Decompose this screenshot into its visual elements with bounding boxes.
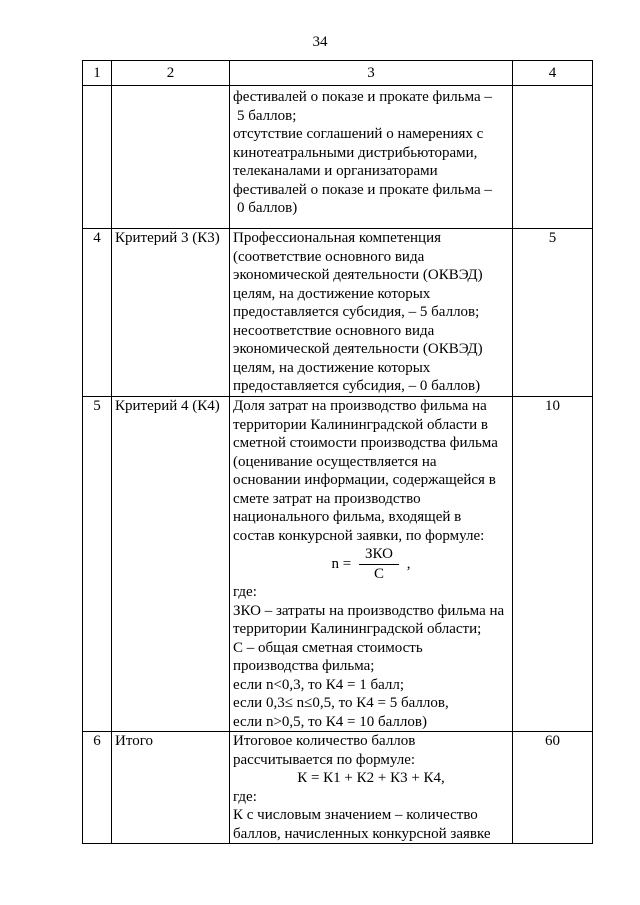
desc-line: предоставляется субсидия, – 5 баллов; (233, 304, 480, 320)
desc-line: 0 баллов) (237, 200, 298, 216)
desc-line: фестивалей о показе и прокате фильма – (233, 89, 492, 105)
criterion-description (230, 732, 513, 844)
desc-line: (оценивание осуществляется на (233, 453, 437, 470)
desc-line: рассчитывается по формуле: (233, 751, 416, 768)
desc-line: основании информации, содержащейся в (233, 472, 496, 488)
desc-line: территории Калининградской области в (233, 416, 488, 433)
criterion-description (230, 86, 513, 229)
row-number (83, 86, 112, 229)
formula-numerator: ЗКО (359, 545, 399, 565)
desc-line: где: (233, 788, 257, 805)
desc-line: где: (233, 584, 257, 600)
criteria-table (82, 60, 593, 844)
desc-line: если n<0,3, то К4 = 1 балл; (233, 676, 405, 693)
criterion-score: 5 (513, 229, 593, 397)
desc-line: баллов, начисленных конкурсной заявке (233, 825, 491, 842)
desc-line: Итоговое количество баллов (233, 733, 416, 749)
formula-line: К = К1 + К2 + К3 + К4, (297, 770, 445, 786)
header-col-4: 4 (513, 61, 593, 86)
desc-line: фестивалей о показе и прокате фильма – (233, 181, 492, 198)
page-number: 34 (312, 34, 328, 50)
header-col-2: 2 (112, 61, 230, 86)
desc-line: экономической деятельности (ОКВЭД) (233, 341, 483, 357)
desc-line: несоответствие основного вида (233, 322, 435, 339)
desc-line: национального фильма, входящей в (233, 509, 462, 525)
desc-line: если 0,3≤ n≤0,5, то К4 = 5 баллов, (233, 695, 449, 711)
desc-line: отсутствие соглашений о намерениях с (233, 126, 484, 142)
desc-line: предоставляется субсидия, – 0 баллов) (233, 378, 481, 394)
table-row (83, 229, 593, 397)
desc-line: смете затрат на производство (233, 490, 421, 507)
criterion-name: Критерий 3 (К3) (112, 229, 230, 397)
desc-line: (соответствие основного вида (233, 248, 425, 265)
desc-line: Доля затрат на производство фильма на (233, 398, 487, 414)
row-number: 6 (83, 732, 112, 844)
row-number: 5 (83, 397, 112, 732)
formula-fraction (359, 545, 399, 583)
table-header-row (83, 61, 593, 86)
desc-line: производства фильма; (233, 658, 375, 674)
desc-line: целям, на достижение которых (233, 285, 431, 302)
formula (233, 545, 509, 583)
desc-line: К с числовым значением – количество (233, 807, 478, 823)
desc-line: телеканалами и организаторами (233, 163, 438, 179)
desc-line: Профессиональная компетенция (233, 230, 442, 246)
desc-line: целям, на достижение которых (233, 359, 431, 376)
desc-line: 5 баллов; (237, 107, 297, 124)
formula-tail: , (406, 555, 411, 572)
header-col-1: 1 (83, 61, 112, 86)
header-col-3: 3 (230, 61, 513, 86)
desc-line: если n>0,5, то К4 = 10 баллов) (233, 713, 427, 730)
criterion-name: Итого (112, 732, 230, 844)
desc-line: состав конкурсной заявки, по формуле: (233, 527, 485, 544)
desc-line: ЗКО – затраты на производство фильма на (233, 602, 505, 619)
criterion-name: Критерий 4 (К4) (112, 397, 230, 732)
table-row (83, 732, 593, 844)
formula-denominator: С (373, 565, 384, 582)
desc-line: С – общая сметная стоимость (233, 639, 423, 656)
criterion-description (230, 229, 513, 397)
criterion-score (513, 86, 593, 229)
criterion-description (230, 397, 513, 732)
row-number: 4 (83, 229, 112, 397)
formula-lhs: n = (331, 555, 352, 572)
desc-line: кинотеатральными дистрибьюторами, (233, 144, 478, 161)
criterion-score: 60 (513, 732, 593, 844)
criterion-name (112, 86, 230, 229)
desc-line: экономической деятельности (ОКВЭД) (233, 267, 483, 283)
desc-line: сметной стоимости производства фильма (233, 435, 498, 451)
table-row (83, 397, 593, 732)
criterion-score: 10 (513, 397, 593, 732)
table-row (83, 86, 593, 229)
desc-line: территории Калининградской области; (233, 621, 482, 637)
